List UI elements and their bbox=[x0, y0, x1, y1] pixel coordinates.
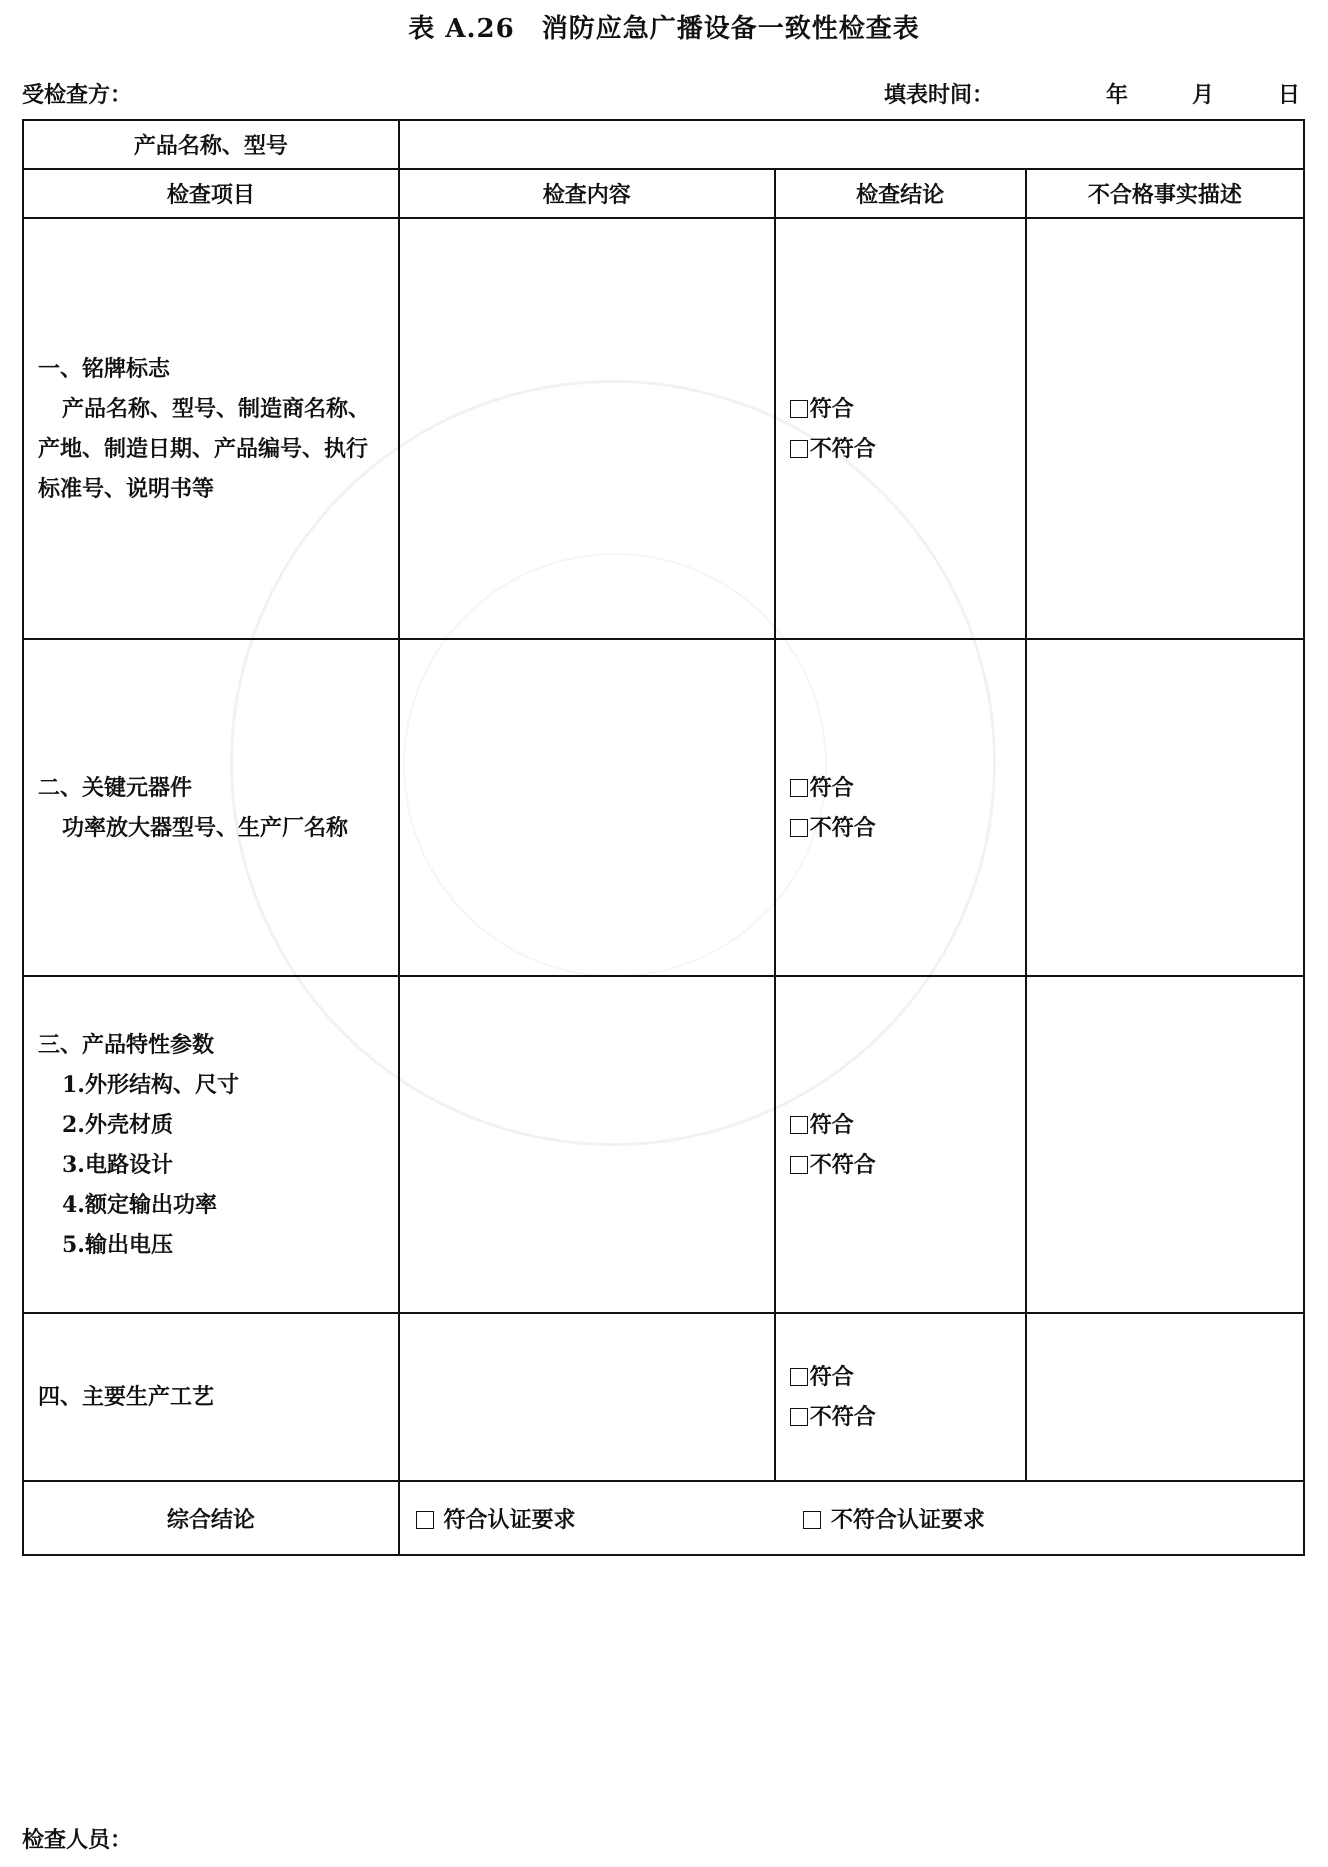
section-item bbox=[23, 639, 399, 976]
not-meets-requirements-option[interactable]: 不符合认证要求 bbox=[803, 1507, 985, 1533]
section-conclusion bbox=[775, 639, 1026, 976]
header-row bbox=[23, 169, 1304, 218]
section-item bbox=[23, 976, 399, 1313]
not-conforms-option[interactable]: 不符合 bbox=[790, 808, 1025, 848]
section-line: 5.输出电压 bbox=[62, 1231, 173, 1258]
section-conclusion bbox=[775, 218, 1026, 639]
inspector-label: 检查人员： bbox=[22, 1827, 133, 1853]
section-line: 4.额定输出功率 bbox=[62, 1191, 217, 1218]
not-conforms-option[interactable]: 不符合 bbox=[790, 1397, 1025, 1437]
not-conforms-option[interactable]: 不符合 bbox=[790, 1145, 1025, 1185]
section-content-cell[interactable] bbox=[399, 639, 775, 976]
section-conclusion bbox=[775, 1313, 1026, 1481]
summary-options bbox=[399, 1481, 1304, 1555]
checkbox-icon[interactable] bbox=[790, 1116, 808, 1134]
page-title: 表 A.26 消防应急广播设备一致性检查表 bbox=[408, 14, 920, 44]
section-conclusion bbox=[775, 976, 1026, 1313]
section-content-cell[interactable] bbox=[399, 218, 775, 639]
section-row-process bbox=[23, 1313, 1304, 1481]
checkbox-icon[interactable] bbox=[790, 440, 808, 458]
section-heading: 四、主要生产工艺 bbox=[38, 1384, 215, 1410]
month-label: 月 bbox=[1191, 82, 1214, 108]
section-row-nameplate bbox=[23, 218, 1304, 639]
nonconformity-cell[interactable] bbox=[1026, 218, 1304, 639]
conforms-option[interactable]: 符合 bbox=[790, 389, 1025, 429]
summary-row bbox=[23, 1481, 1304, 1555]
checkbox-icon[interactable] bbox=[790, 400, 808, 418]
section-line: 3.电路设计 bbox=[62, 1151, 173, 1178]
checkbox-icon[interactable] bbox=[790, 1368, 808, 1386]
year-label: 年 bbox=[1105, 82, 1128, 108]
checkbox-icon[interactable] bbox=[790, 819, 808, 837]
checkbox-icon[interactable] bbox=[416, 1511, 434, 1529]
section-line: 功率放大器型号、生产厂名称 bbox=[62, 814, 349, 841]
nonconformity-cell[interactable] bbox=[1026, 976, 1304, 1313]
fill-time-label: 填表时间： bbox=[883, 82, 994, 108]
section-content-cell[interactable] bbox=[399, 1313, 775, 1481]
section-row-key-components bbox=[23, 639, 1304, 976]
header-nonconformity: 不合格事实描述 bbox=[1026, 169, 1304, 218]
inspection-table bbox=[22, 119, 1305, 1556]
conforms-option[interactable]: 符合 bbox=[790, 1357, 1025, 1397]
section-heading: 二、关键元器件 bbox=[38, 774, 193, 801]
checkbox-icon[interactable] bbox=[790, 779, 808, 797]
header-conclusion: 检查结论 bbox=[775, 169, 1026, 218]
product-name-row bbox=[23, 120, 1304, 169]
header-content: 检查内容 bbox=[399, 169, 775, 218]
checkbox-icon[interactable] bbox=[803, 1511, 821, 1529]
product-name-label: 产品名称、型号 bbox=[23, 120, 399, 169]
section-line: 2.外壳材质 bbox=[62, 1111, 173, 1138]
summary-label: 综合结论 bbox=[23, 1481, 399, 1555]
not-conforms-option[interactable]: 不符合 bbox=[790, 429, 1025, 469]
checkbox-icon[interactable] bbox=[790, 1408, 808, 1426]
section-heading: 三、产品特性参数 bbox=[38, 1031, 215, 1058]
section-line: 产地、制造日期、产品编号、执行 bbox=[38, 435, 369, 462]
checkbox-icon[interactable] bbox=[790, 1156, 808, 1174]
section-line: 产品名称、型号、制造商名称、 bbox=[62, 395, 371, 422]
header-item: 检查项目 bbox=[23, 169, 399, 218]
conforms-option[interactable]: 符合 bbox=[790, 1105, 1025, 1145]
product-name-field[interactable] bbox=[399, 120, 1304, 169]
section-item bbox=[23, 1313, 399, 1481]
conforms-option[interactable]: 符合 bbox=[790, 768, 1025, 808]
inspected-party-label: 受检查方： bbox=[22, 82, 133, 108]
day-label: 日 bbox=[1277, 82, 1300, 108]
section-row-characteristics bbox=[23, 976, 1304, 1313]
section-line: 标准号、说明书等 bbox=[38, 475, 215, 502]
nonconformity-cell[interactable] bbox=[1026, 1313, 1304, 1481]
meets-requirements-option[interactable]: 符合认证要求 bbox=[416, 1507, 576, 1533]
nonconformity-cell[interactable] bbox=[1026, 639, 1304, 976]
section-content-cell[interactable] bbox=[399, 976, 775, 1313]
fill-time bbox=[884, 78, 1300, 109]
section-heading: 一、铭牌标志 bbox=[38, 355, 171, 382]
section-item bbox=[23, 218, 399, 639]
section-line: 1.外形结构、尺寸 bbox=[62, 1071, 239, 1098]
